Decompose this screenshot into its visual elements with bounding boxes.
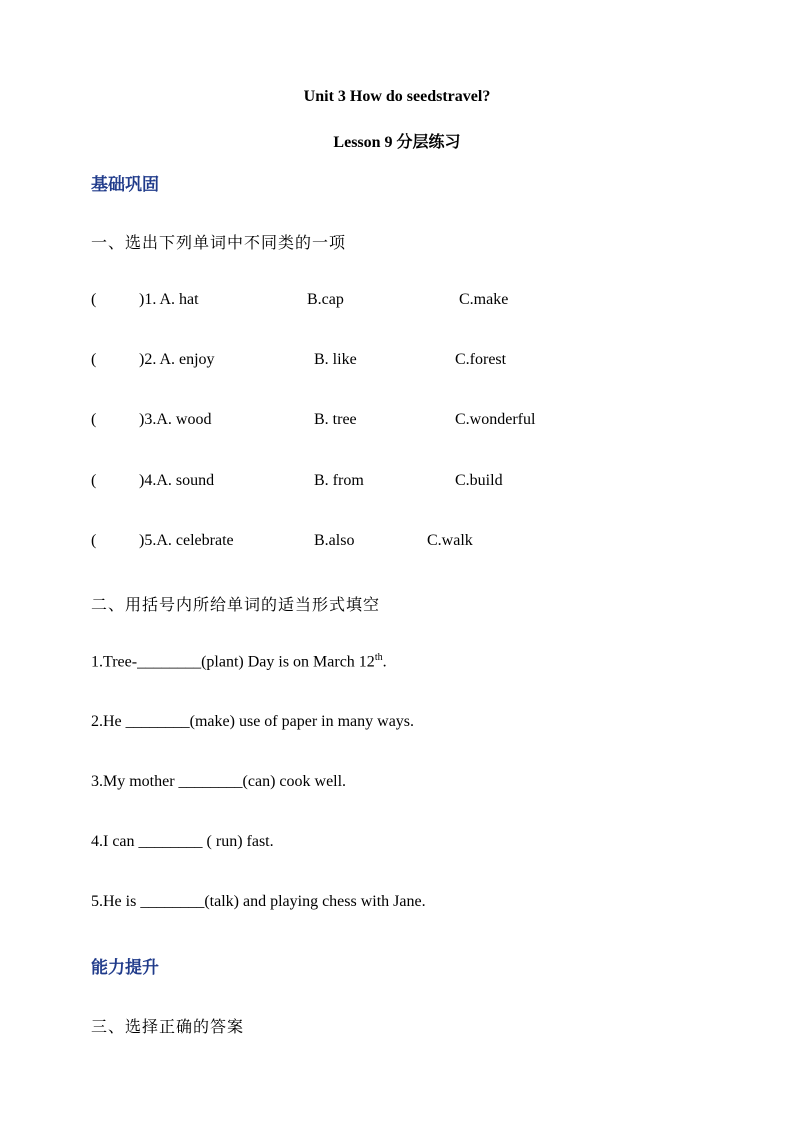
answer-paren: ( xyxy=(91,532,97,549)
option-b: B. tree xyxy=(314,411,357,428)
part1-heading: 一、选出下列单词中不同类的一项 xyxy=(91,233,347,252)
mc-item-1 xyxy=(91,291,711,313)
ordinal-suffix: th xyxy=(374,652,383,663)
unit-title: Unit 3 How do seedstravel? xyxy=(303,88,491,105)
section-advanced: 能力提升 xyxy=(91,958,159,978)
option-c: C.walk xyxy=(427,532,473,549)
lesson-title: Lesson 9 分层练习 xyxy=(333,134,461,151)
part2-heading: 二、用括号内所给单词的适当形式填空 xyxy=(91,595,381,614)
mc-item-2 xyxy=(91,351,711,373)
fill-text: 1.Tree-________(plant) Day is on March 12 xyxy=(91,653,375,671)
option-a: )2. A. enjoy xyxy=(139,351,215,368)
option-b: B. like xyxy=(314,351,357,368)
answer-paren: ( xyxy=(91,472,97,489)
answer-paren: ( xyxy=(91,351,97,368)
fill-item-3: 3.My mother ________(can) cook well. xyxy=(91,773,347,790)
fill-item-5: 5.He is ________(talk) and playing chess with Jane. xyxy=(91,893,426,910)
mc-item-5 xyxy=(91,532,711,554)
option-c: C.wonderful xyxy=(455,411,536,428)
mc-item-4 xyxy=(91,472,711,494)
option-c: C.build xyxy=(455,472,503,489)
mc-item-3 xyxy=(91,411,711,433)
option-a: )3.A. wood xyxy=(139,411,212,428)
option-b: B.cap xyxy=(307,291,344,308)
answer-paren: ( xyxy=(91,291,97,308)
option-b: B.also xyxy=(314,532,355,549)
part3-heading: 三、选择正确的答案 xyxy=(91,1017,245,1036)
option-a: )1. A. hat xyxy=(139,291,199,308)
option-c: C.make xyxy=(459,291,509,308)
fill-tail: . xyxy=(382,653,387,671)
fill-item-4: 4.I can ________ ( run) fast. xyxy=(91,833,274,850)
fill-item-2: 2.He ________(make) use of paper in many ways. xyxy=(91,713,415,730)
fill-item-1 xyxy=(91,652,387,671)
answer-paren: ( xyxy=(91,411,97,428)
section-basic: 基础巩固 xyxy=(91,175,159,195)
option-c: C.forest xyxy=(455,351,507,368)
option-a: )5.A. celebrate xyxy=(139,532,234,549)
option-b: B. from xyxy=(314,472,364,489)
option-a: )4.A. sound xyxy=(139,472,215,489)
